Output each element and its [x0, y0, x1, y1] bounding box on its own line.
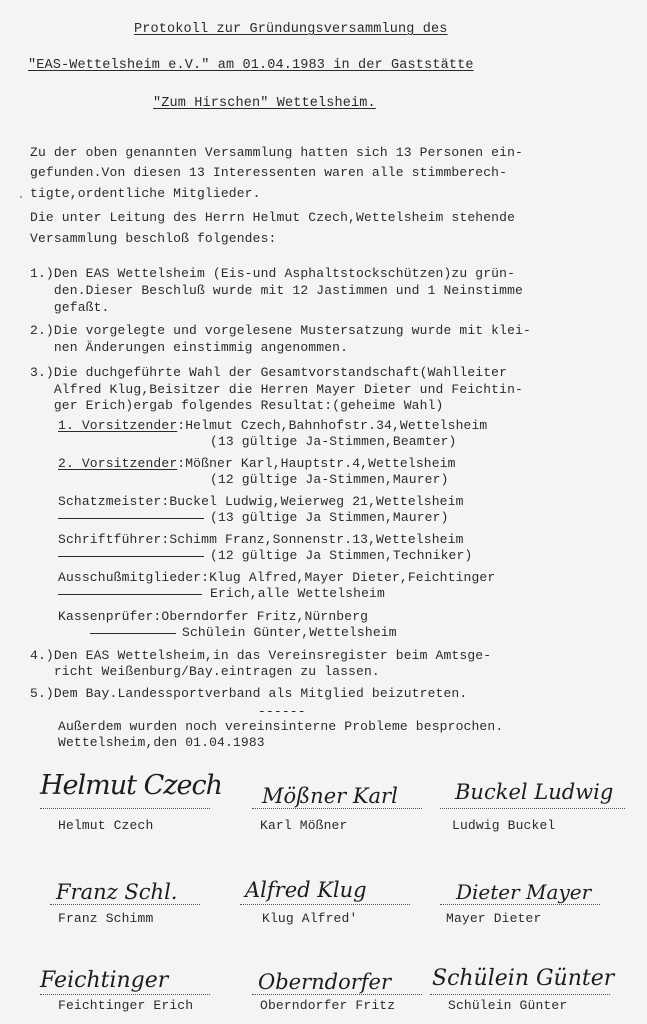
signature-helmut-czech: Helmut Czech	[40, 770, 222, 801]
signer-name: Feichtinger Erich	[58, 998, 194, 1013]
signature-oberndorfer: Oberndorfer	[258, 970, 392, 994]
signer-name: Schülein Günter	[448, 998, 568, 1013]
board-auditors: Kassenprüfer:Oberndorfer Fritz,Nürnberg	[58, 609, 369, 624]
item-1-line: 1.)Den EAS Wettelsheim (Eis-und Asphaltstockschützen)zu grün-	[30, 266, 516, 281]
committee-rule	[58, 594, 202, 595]
signer-name: Karl Mößner	[260, 818, 348, 833]
treasurer-rule	[58, 518, 204, 519]
signer-name: Ludwig Buckel	[452, 818, 556, 833]
signature-feichtinger: Feichtinger	[40, 968, 169, 993]
closing-date: Wettelsheim,den 01.04.1983	[58, 735, 265, 750]
item-5-line: 5.)Dem Bay.Landessportverband als Mitglied beizutreten.	[30, 686, 468, 701]
item-4-line: richt Weißenburg/Bay.eintragen zu lassen.	[30, 664, 380, 679]
board-committee: Ausschußmitglieder:Klug Alfred,Mayer Dieter,Feichtinger	[58, 570, 496, 585]
intro-line: gefunden.Von diesen 13 Interessenten waren alle stimmberech-	[30, 165, 508, 180]
board-chair-2-label: 2. Vorsitzender	[58, 456, 178, 471]
board-chair-2-votes: (12 gültige Ja-Stimmen,Maurer)	[210, 472, 449, 487]
signature-schuelein: Schülein Günter	[432, 966, 615, 991]
intro-line: tigte,ordentliche Mitglieder.	[30, 186, 261, 201]
signature-line	[440, 904, 600, 905]
signer-name: Oberndorfer Fritz	[260, 998, 396, 1013]
auditors-rule	[90, 633, 176, 634]
signer-name: Mayer Dieter	[446, 911, 542, 926]
board-chair-1-text: :Helmut Czech,Bahnhofstr.34,Wettelsheim	[177, 418, 488, 433]
title-line-3: "Zum Hirschen" Wettelsheim.	[153, 96, 376, 111]
board-secretary: Schriftführer:Schimm Franz,Sonnenstr.13,Wettelsheim	[58, 532, 464, 547]
signer-name: Klug Alfred'	[262, 911, 358, 926]
signer-name: Helmut Czech	[58, 818, 154, 833]
signer-name: Franz Schimm	[58, 911, 154, 926]
item-2-line: nen Änderungen einstimmig angenommen.	[30, 340, 349, 355]
title-line-1: Protokoll zur Gründungsversammlung des	[134, 22, 448, 37]
board-treasurer-votes: (13 gültige Ja Stimmen,Maurer)	[210, 510, 449, 525]
item-2-line: 2.)Die vorgelegte und vorgelesene Mustersatzung wurde mit klei-	[30, 323, 531, 338]
item-3-line: ger Erich)ergab folgendes Resultat:(geheime Wahl)	[30, 398, 444, 413]
signature-line	[252, 994, 422, 995]
signature-line	[240, 904, 410, 905]
item-3-line: Alfred Klug,Beisitzer die Herren Mayer Dieter und Feichtin-	[30, 382, 523, 397]
signature-moessner-karl: Mößner Karl	[262, 784, 398, 808]
signature-line	[252, 808, 422, 809]
board-chair-2-text: :Mößner Karl,Hauptstr.4,Wettelsheim	[177, 456, 456, 471]
board-chair-2	[58, 456, 456, 472]
intro-line: Die unter Leitung des Herrn Helmut Czech,Wettelsheim stehende	[30, 210, 516, 225]
signature-line	[440, 808, 625, 809]
signature-franz-schimm: Franz Schl.	[56, 880, 178, 904]
intro-line: Zu der oben genannten Versammlung hatten sich 13 Personen ein-	[30, 145, 523, 160]
board-chair-1	[58, 418, 487, 434]
board-chair-1-votes: (13 gültige Ja-Stimmen,Beamter)	[210, 434, 457, 449]
item-1-line: den.Dieser Beschluß wurde mit 12 Jastimmen und 1 Neinstimme	[30, 283, 523, 298]
closing-line-1: Außerdem wurden noch vereinsinterne Probleme besprochen.	[58, 719, 504, 734]
signature-line	[40, 808, 210, 809]
closing-separator: ------	[258, 704, 306, 719]
board-committee-sub: Erich,alle Wettelsheim	[210, 586, 385, 601]
board-auditors-sub: Schülein Günter,Wettelsheim	[182, 625, 397, 640]
signature-mayer-dieter: Dieter Mayer	[456, 880, 592, 904]
board-secretary-votes: (12 gültige Ja Stimmen,Techniker)	[210, 548, 473, 563]
speck	[20, 196, 22, 198]
signature-line	[50, 904, 200, 905]
item-1-line: gefaßt.	[30, 300, 110, 315]
secretary-rule	[58, 556, 204, 557]
board-chair-1-label: 1. Vorsitzender	[58, 418, 178, 433]
item-4-line: 4.)Den EAS Wettelsheim,in das Vereinsregister beim Amtsge-	[30, 648, 492, 663]
item-3-line: 3.)Die duchgeführte Wahl der Gesamtvorstandschaft(Wahlleiter	[30, 365, 508, 380]
signature-buckel-ludwig: Buckel Ludwig	[455, 780, 614, 804]
title-line-2: "EAS-Wettelsheim e.V." am 01.04.1983 in der Gaststätte	[28, 58, 474, 73]
signature-klug-alfred: Alfred Klug	[245, 878, 367, 902]
intro-line: Versammlung beschloß folgendes:	[30, 231, 277, 246]
signature-line	[430, 994, 610, 995]
signature-line	[40, 994, 210, 995]
board-treasurer: Schatzmeister:Buckel Ludwig,Weierweg 21,Wettelsheim	[58, 494, 464, 509]
